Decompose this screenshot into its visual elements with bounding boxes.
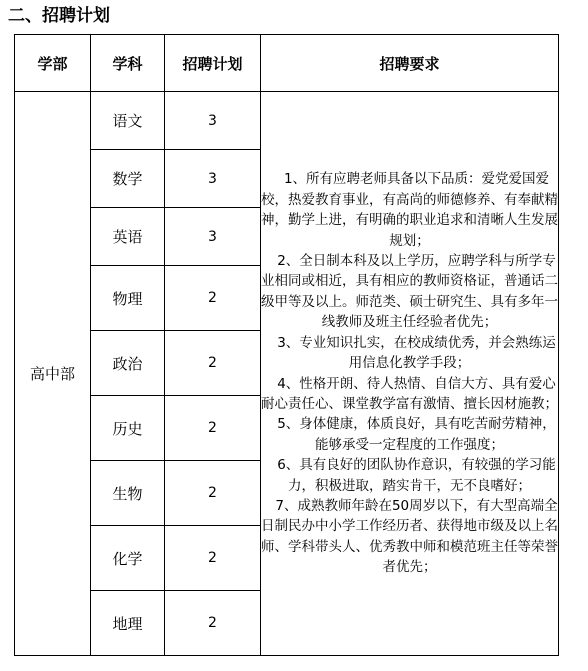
requirement-item: 5、身体健康，体质良好，具有吃苦耐劳精神，能够承受一定程度的工作强度；: [277, 416, 556, 453]
count-cell: 2: [165, 591, 261, 656]
table-row: [15, 92, 559, 150]
count-cell: 2: [165, 266, 261, 331]
count-cell: 2: [165, 331, 261, 396]
subject-cell: 英语: [91, 208, 165, 266]
subject-cell: 地理: [91, 591, 165, 656]
count-cell: 2: [165, 396, 261, 461]
subject-cell: 语文: [91, 92, 165, 150]
recruitment-plan-table: [14, 34, 559, 656]
count-cell: 2: [165, 461, 261, 526]
requirement-item: 3、专业知识扎实，在校成绩优秀，并会熟练运用信息化教学手段；: [277, 334, 556, 372]
subject-cell: 生物: [91, 461, 165, 526]
requirement-item: 7、成熟教师年龄在50周岁以下，有大型高端全日制民办中小学工作经历者、获得地市级及以上名师、学科带头人、优秀教中师和模范班主任等荣誉者优先；: [261, 497, 558, 576]
subject-cell: 历史: [91, 396, 165, 461]
section-title: 二、招聘计划: [8, 6, 110, 26]
count-cell: 3: [165, 208, 261, 266]
subject-cell: 物理: [91, 266, 165, 331]
requirement-item: 4、性格开朗、待人热情、自信大方、具有爱心耐心责任心、课堂教学富有激情、擅长因材施教；: [261, 375, 558, 412]
subject-cell: 政治: [91, 331, 165, 396]
count-cell: 3: [165, 92, 261, 150]
requirement-item: 6、具有良好的团队协作意识，有较强的学习能力，积极进取，踏实肯干，无不良嗜好；: [277, 457, 556, 494]
header-subject: 学科: [91, 35, 165, 92]
requirements-cell: [261, 92, 559, 656]
count-cell: 2: [165, 526, 261, 591]
requirement-item: 2、全日制本科及以上学历，应聘学科与所学专业相同或相近，具有相应的教师资格证，普通话二级甲等及以上。师范类、硕士研究生、具有多年一线教师及班主任经验者优先；: [261, 253, 558, 331]
header-dept: 学部: [15, 35, 91, 92]
table-header-row: [15, 35, 559, 92]
subject-cell: 数学: [91, 150, 165, 208]
requirement-item: 1、所有应聘老师具备以下品质：爱党爱国爱校，热爱教育事业，有高尚的师德修养、有奉献精神，勤学上进，有明确的职业追求和清晰人生发展规划；: [261, 171, 558, 249]
header-plan: 招聘计划: [165, 35, 261, 92]
dept-cell: 高中部: [15, 92, 91, 656]
header-requirements: 招聘要求: [261, 35, 559, 92]
count-cell: 3: [165, 150, 261, 208]
subject-cell: 化学: [91, 526, 165, 591]
